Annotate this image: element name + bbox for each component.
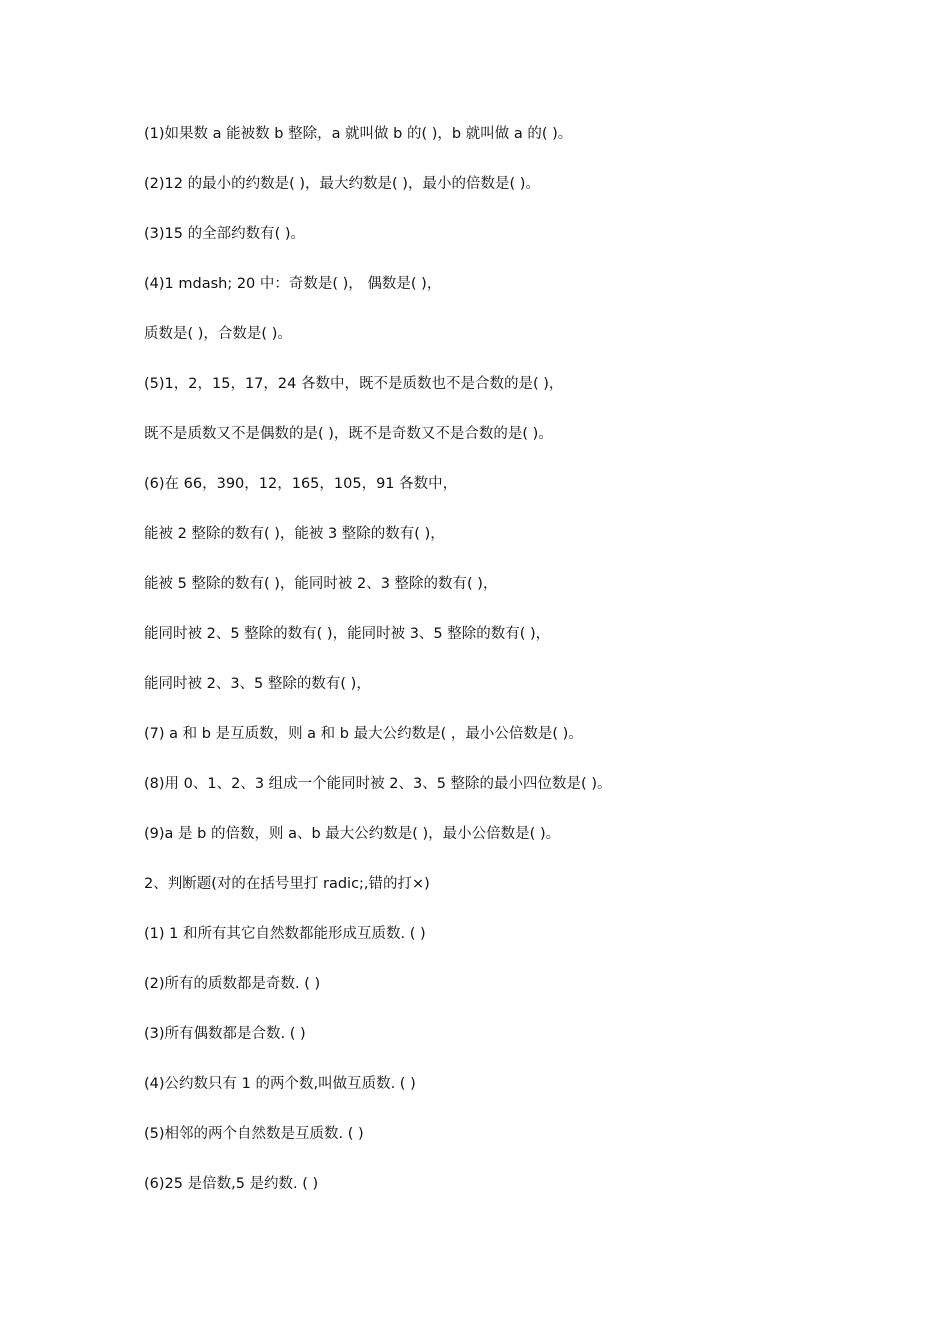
judgement-6-line: (6)25 是倍数,5 是约数. ( )	[144, 1176, 319, 1192]
question-3-line: (3)15 的全部约数有( )。	[144, 226, 306, 242]
question-7-line: (7) a 和 b 是互质数，则 a 和 b 最大公约数是( ，最小公倍数是( )。	[144, 726, 583, 742]
question-6-line: (6)在 66，390，12，165，105，91 各数中，	[144, 476, 458, 492]
question-5-continuation: 既不是质数又不是偶数的是( )，既不是奇数又不是合数的是( )。	[144, 426, 553, 442]
judgement-3-line: (3)所有偶数都是合数. ( )	[144, 1026, 306, 1042]
question-1-line: (1)如果数 a 能被数 b 整除，a 就叫做 b 的( )，b 就叫做 a 的( )。	[144, 126, 573, 142]
judgement-4-line: (4)公约数只有 1 的两个数,叫做互质数. ( )	[144, 1076, 416, 1092]
question-6-part-d: 能同时被 2、3、5 整除的数有( )，	[144, 676, 371, 692]
question-6-part-c: 能同时被 2、5 整除的数有( )，能同时被 3、5 整除的数有( )，	[144, 626, 551, 642]
section-2-heading: 2、判断题(对的在括号里打 radic;,错的打×)	[144, 876, 430, 892]
judgement-5-line: (5)相邻的两个自然数是互质数. ( )	[144, 1126, 364, 1142]
question-8-line: (8)用 0、1、2、3 组成一个能同时被 2、3、5 整除的最小四位数是( )。	[144, 776, 612, 792]
question-6-part-a: 能被 2 整除的数有( )，能被 3 整除的数有( )，	[144, 526, 445, 542]
question-6-part-b: 能被 5 整除的数有( )，能同时被 2、3 整除的数有( )，	[144, 576, 498, 592]
question-5-line: (5)1，2，15，17，24 各数中，既不是质数也不是合数的是( )，	[144, 376, 564, 392]
question-4-continuation: 质数是( )，合数是( )。	[144, 326, 292, 342]
judgement-2-line: (2)所有的质数都是奇数. ( )	[144, 976, 321, 992]
question-2-line: (2)12 的最小的约数是( )，最大约数是( )，最小的倍数是( )。	[144, 176, 540, 192]
question-4-line: (4)1 mdash; 20 中：奇数是( )， 偶数是( )，	[144, 276, 442, 292]
document-body	[144, 124, 864, 1224]
judgement-1-line: (1) 1 和所有其它自然数都能形成互质数. ( )	[144, 926, 426, 942]
question-9-line: (9)a 是 b 的倍数，则 a、b 最大公约数是( )，最小公倍数是( )。	[144, 826, 561, 842]
